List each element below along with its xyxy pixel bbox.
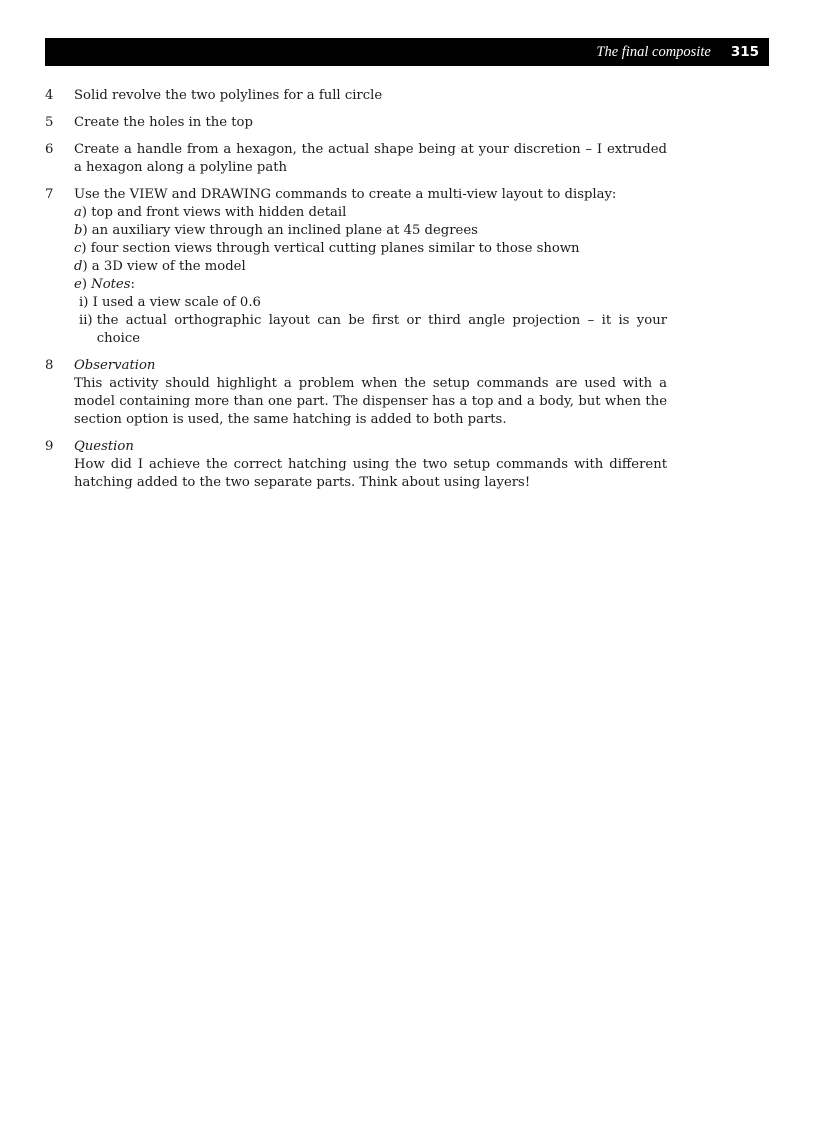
subitem-letter: e bbox=[74, 277, 82, 292]
step-item bbox=[45, 114, 667, 132]
step-number: 9 bbox=[45, 439, 54, 454]
step-text: How did I achieve the correct hatching using the two setup commands with different hatching added to the two separate parts. Think about using layers! bbox=[74, 457, 667, 490]
step-text: Create a handle from a hexagon, the actual shape being at your discretion – I extruded a hexagon along a polyline path bbox=[74, 142, 667, 175]
step-item bbox=[45, 438, 667, 492]
subitem-text: Notes bbox=[91, 277, 131, 292]
subitem: c) four section views through vertical cutting planes similar to those shown bbox=[74, 241, 580, 256]
subitem: b) an auxiliary view through an inclined plane at 45 degrees bbox=[74, 223, 478, 238]
step-number: 5 bbox=[45, 115, 54, 130]
subitem-text: four section views through vertical cutting planes similar to those shown bbox=[90, 241, 580, 256]
note-item bbox=[74, 294, 667, 312]
subitem-text: an auxiliary view through an inclined plane at 45 degrees bbox=[91, 223, 478, 238]
subitem: d) a 3D view of the model bbox=[74, 259, 246, 274]
subitem-letter: a bbox=[74, 205, 82, 220]
step-item bbox=[45, 141, 667, 177]
step-text: Create the holes in the top bbox=[74, 115, 253, 130]
step-heading: Question bbox=[74, 439, 134, 454]
subitem: a) top and front views with hidden detail bbox=[74, 205, 347, 220]
step-content bbox=[74, 186, 667, 348]
step-list bbox=[45, 87, 667, 501]
note-text: I used a view scale of 0.6 bbox=[92, 295, 261, 310]
step-number: 7 bbox=[45, 187, 54, 202]
step-heading: Observation bbox=[74, 358, 156, 373]
step-number: 4 bbox=[45, 88, 54, 103]
subitem: e) Notes: bbox=[74, 277, 135, 292]
step-item bbox=[45, 87, 667, 105]
step-number: 6 bbox=[45, 142, 54, 157]
running-head-title: The final composite bbox=[596, 43, 711, 60]
note-number: i) bbox=[79, 295, 89, 310]
step-item bbox=[45, 357, 667, 429]
page-number: 315 bbox=[730, 44, 759, 60]
note-text: the actual orthographic layout can be first or third angle projection – it is your choice bbox=[96, 313, 667, 346]
step-number: 8 bbox=[45, 358, 54, 373]
subitem-text: top and front views with hidden detail bbox=[91, 205, 347, 220]
step-text: Solid revolve the two polylines for a full circle bbox=[74, 88, 383, 103]
note-number: ii) bbox=[79, 313, 93, 328]
subitem-letter: d bbox=[74, 259, 83, 274]
step-content bbox=[74, 438, 667, 492]
subitem-text: a 3D view of the model bbox=[91, 259, 246, 274]
running-header bbox=[45, 38, 769, 66]
subitem-letter: c bbox=[74, 241, 82, 256]
subitem-letter: b bbox=[74, 223, 83, 238]
step-text: This activity should highlight a problem when the setup commands are used with a model containing more than one part. The dispenser has a top and a body, but when the section option is used, the same hatching is added to both parts. bbox=[74, 376, 667, 427]
step-text: Use the VIEW and DRAWING commands to create a multi-view layout to display: bbox=[74, 187, 617, 202]
step-content bbox=[74, 357, 667, 429]
note-item bbox=[74, 312, 667, 348]
step-item bbox=[45, 186, 667, 348]
